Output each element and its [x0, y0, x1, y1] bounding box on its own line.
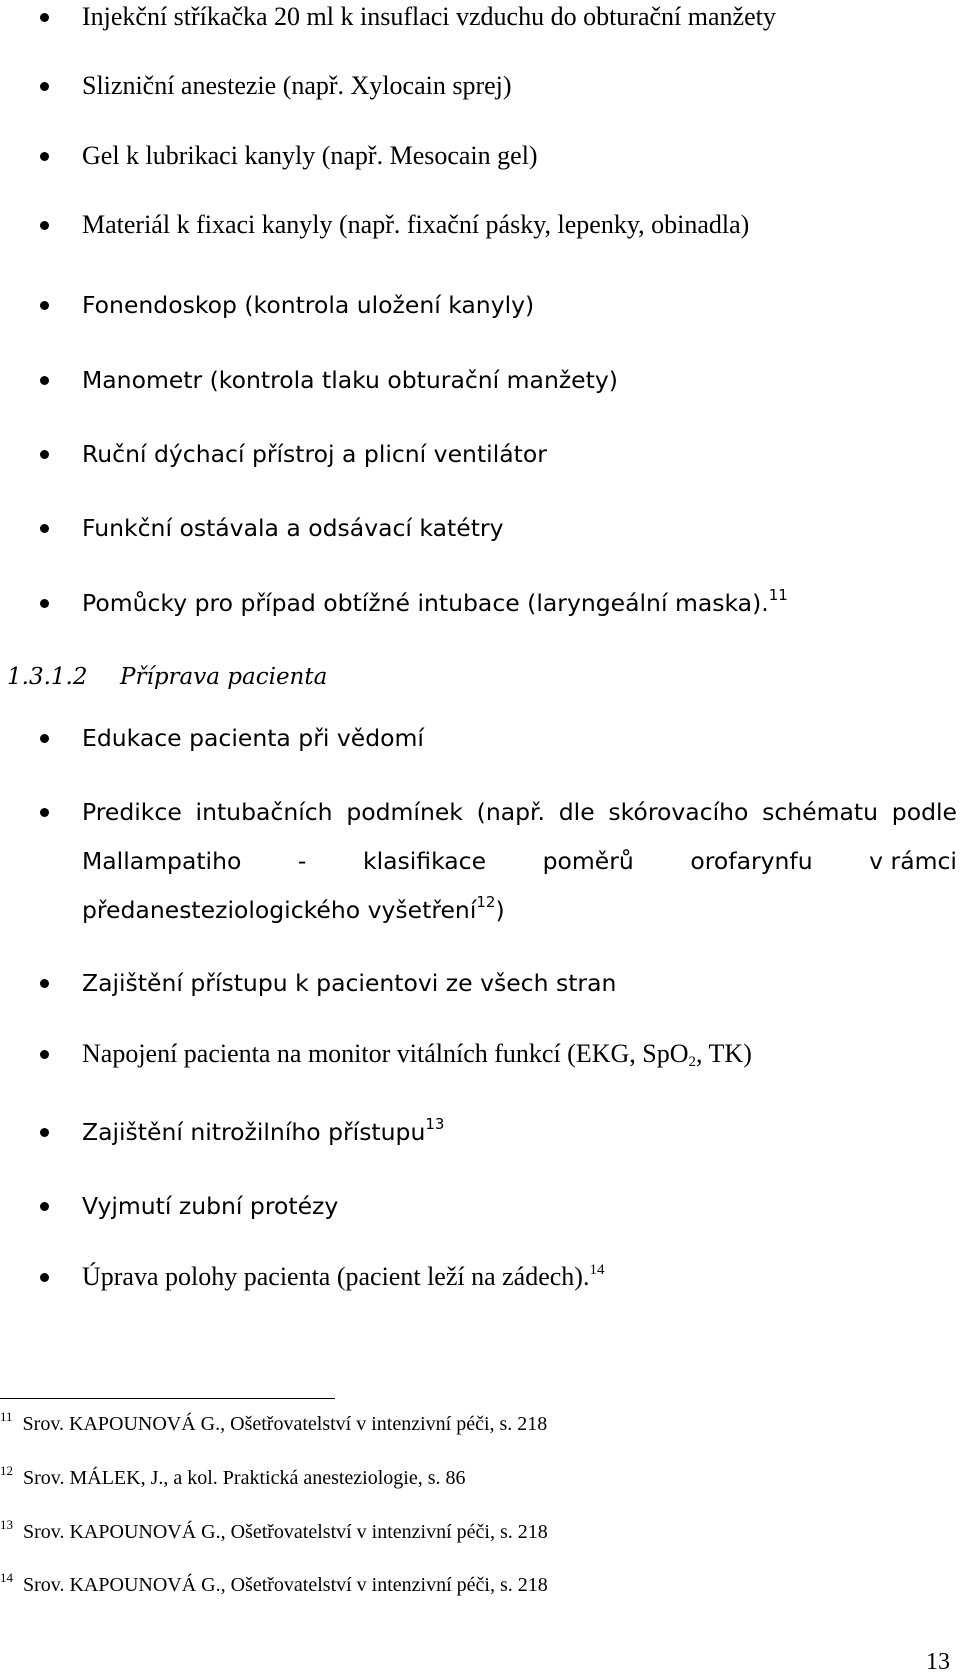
word: poměrů: [542, 847, 634, 875]
list-item-text: [82, 588, 788, 618]
word: schématu: [762, 798, 879, 826]
list-item-text: [82, 1117, 444, 1147]
footnote: [0, 1517, 548, 1544]
footnote-number: 12: [0, 1463, 13, 1478]
bullet-icon: [40, 524, 49, 533]
footnote-ref[interactable]: 11: [768, 586, 788, 604]
list-item-body: Zajištění nitrožilního přístupu: [82, 1118, 426, 1146]
bullet-icon: [40, 450, 49, 459]
list-item-text: [82, 1039, 752, 1069]
word: v rámci: [869, 847, 957, 875]
footnote-separator: [0, 1398, 335, 1399]
subscript: 2: [688, 1054, 697, 1070]
list-item-text: Zajištění přístupu k pacientovi ze všech stran: [82, 969, 617, 997]
list-item-text: Slizniční anestezie (např. Xylocain sprej): [82, 71, 512, 100]
list-item-text: Fonendoskop (kontrola uložení kanyly): [82, 291, 535, 319]
word: podmínek: [346, 798, 463, 826]
bullet-icon: [40, 82, 49, 91]
section-number: 1.3.1.2: [7, 664, 88, 690]
bullet-icon: [40, 808, 49, 817]
page-number: 13: [926, 1649, 950, 1675]
footnote-number: 11: [0, 1409, 13, 1424]
section-title: Příprava pacienta: [120, 664, 328, 690]
list-item-body: Úprava polohy pacienta (pacient leží na zádech).: [82, 1262, 590, 1291]
word: dle: [558, 798, 595, 826]
bullet-icon: [40, 1128, 49, 1137]
list-item-text: Injekční stříkačka 20 ml k insuflaci vzduchu do obturační manžety: [82, 2, 776, 31]
list-item-text: [82, 1262, 604, 1292]
footnote-text: Srov. KAPOUNOVÁ G., Ošetřovatelství v intenzivní péči, s. 218: [22, 1413, 548, 1435]
bullet-icon: [40, 1202, 49, 1211]
list-item-line: [82, 797, 957, 827]
word: klasifikace: [362, 847, 487, 875]
list-item-body: předanesteziologického vyšetření: [82, 896, 477, 924]
bullet-icon: [40, 221, 49, 230]
word: podle: [891, 798, 957, 826]
footnote: [0, 1409, 548, 1436]
word: -: [297, 847, 307, 875]
word: Mallampatiho: [82, 847, 242, 875]
word: intubačních: [195, 798, 333, 826]
footnote-text: Srov. KAPOUNOVÁ G., Ošetřovatelství v intenzivní péči, s. 218: [23, 1521, 548, 1543]
footnote-ref[interactable]: 14: [589, 1262, 605, 1278]
list-item-text: Ruční dýchací přístroj a plicní ventilátor: [82, 440, 547, 468]
footnote-text: Srov. MÁLEK, J., a kol. Praktická anesteziologie, s. 86: [23, 1467, 466, 1489]
bullet-icon: [40, 376, 49, 385]
footnote-ref[interactable]: 12: [476, 893, 496, 911]
bullet-icon: [40, 1273, 49, 1282]
footnote: [0, 1463, 466, 1490]
list-item-text: Edukace pacienta při vědomí: [82, 724, 424, 752]
footnote-text: Srov. KAPOUNOVÁ G., Ošetřovatelství v intenzivní péči, s. 218: [23, 1574, 548, 1596]
closing-paren: ): [495, 896, 505, 924]
list-item-text: Funkční ostávala a odsávací katétry: [82, 514, 504, 542]
list-item-text: Manometr (kontrola tlaku obturační manžety): [82, 366, 618, 394]
bullet-icon: [40, 13, 49, 22]
list-item-body: Napojení pacienta na monitor vitálních funkcí (EKG, SpO: [82, 1039, 689, 1068]
footnote-number: 14: [0, 1570, 13, 1585]
footnote-ref[interactable]: 13: [425, 1115, 445, 1133]
footnote-number: 13: [0, 1517, 13, 1532]
word: skórovacího: [608, 798, 749, 826]
list-item-line: [82, 846, 957, 876]
list-item-body: , TK): [696, 1039, 752, 1068]
word: (např.: [476, 798, 546, 826]
list-item-text: Gel k lubrikaci kanyly (např. Mesocain gel): [82, 141, 538, 170]
word: Predikce: [82, 798, 182, 826]
bullet-icon: [40, 152, 49, 161]
bullet-icon: [40, 301, 49, 310]
bullet-icon: [40, 734, 49, 743]
bullet-icon: [40, 979, 49, 988]
word: orofarynfu: [690, 847, 813, 875]
list-item-text: Vyjmutí zubní protézy: [82, 1192, 339, 1220]
footnote: [0, 1570, 548, 1597]
list-item-text: Materiál k fixaci kanyly (např. fixační pásky, lepenky, obinadla): [82, 210, 750, 239]
bullet-icon: [40, 1050, 49, 1059]
list-item-body: Pomůcky pro případ obtížné intubace (laryngeální maska).: [82, 589, 769, 617]
bullet-icon: [40, 599, 49, 608]
section-heading: [7, 662, 327, 692]
